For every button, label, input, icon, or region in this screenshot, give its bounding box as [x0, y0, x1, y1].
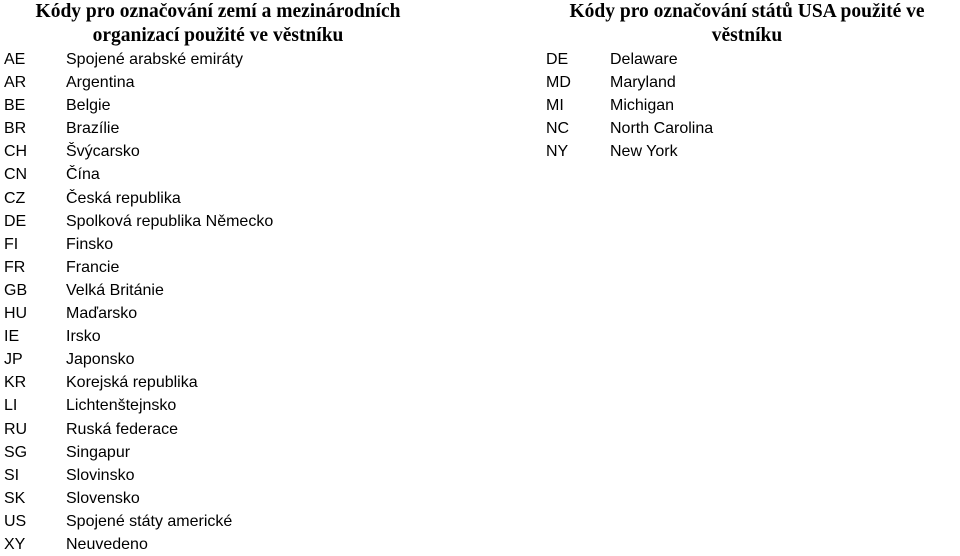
code-label: Belgie — [66, 97, 111, 115]
code-value: NC — [546, 120, 570, 138]
code-label: Spojené arabské emiráty — [66, 51, 243, 68]
code-row — [534, 140, 960, 163]
code-row — [0, 348, 436, 371]
code-label: Spojené státy americké — [66, 512, 233, 530]
code-value: CZ — [4, 189, 26, 207]
code-label: Argentina — [66, 74, 135, 92]
heading-line-1: Kódy pro označování zemí a mezinárodních — [35, 1, 401, 22]
heading-line-1: Kódy pro označování států USA použité ve — [569, 1, 925, 22]
us-state-codes-heading — [534, 0, 960, 48]
code-row — [0, 487, 436, 510]
country-codes-heading — [0, 0, 436, 48]
code-row — [0, 48, 436, 71]
code-label: Finsko — [66, 235, 114, 253]
code-row — [0, 394, 436, 417]
code-value: MI — [546, 97, 564, 115]
code-label: Korejská republika — [66, 374, 198, 392]
code-row — [534, 48, 960, 71]
code-label: Česká republika — [66, 189, 181, 207]
code-row — [0, 325, 436, 348]
code-label: Delaware — [610, 51, 678, 68]
code-label: Slovensko — [66, 489, 140, 507]
code-value: JP — [4, 351, 23, 369]
code-value: FI — [4, 235, 19, 253]
code-value: XY — [4, 535, 26, 553]
code-value: HU — [4, 305, 28, 323]
country-code-list — [0, 48, 436, 556]
heading-line-2: organizací použité ve věstníku — [92, 25, 344, 46]
code-row — [0, 441, 436, 464]
code-value: DE — [546, 51, 569, 68]
code-row — [534, 94, 960, 117]
code-row — [0, 117, 436, 140]
code-row — [0, 233, 436, 256]
code-value: AE — [4, 51, 26, 68]
code-row — [0, 279, 436, 302]
code-row — [534, 117, 960, 140]
code-label: Brazílie — [66, 120, 120, 138]
code-value: DE — [4, 212, 27, 230]
code-row — [0, 418, 436, 441]
us-state-codes-panel — [534, 0, 960, 163]
code-row — [0, 210, 436, 233]
heading-line-2: věstníku — [711, 25, 783, 46]
code-label: Ruská federace — [66, 420, 179, 438]
code-label: Čína — [66, 166, 100, 184]
code-row — [0, 256, 436, 279]
code-row — [0, 140, 436, 163]
code-value: SI — [4, 466, 20, 484]
code-value: LI — [4, 397, 18, 415]
code-row — [0, 371, 436, 394]
code-value: GB — [4, 281, 28, 299]
code-value: KR — [4, 374, 27, 392]
code-value: FR — [4, 258, 26, 276]
code-label: Michigan — [610, 97, 675, 115]
code-value: CH — [4, 143, 28, 161]
code-value: SG — [4, 443, 28, 461]
code-row — [0, 94, 436, 117]
code-label: Singapur — [66, 443, 131, 461]
us-state-code-list — [534, 48, 960, 163]
code-row — [0, 464, 436, 487]
code-value: US — [4, 512, 27, 530]
code-label: North Carolina — [610, 120, 714, 138]
code-value: CN — [4, 166, 28, 184]
code-label: Francie — [66, 258, 120, 276]
code-value: AR — [4, 74, 27, 92]
code-label: Maďarsko — [66, 305, 138, 323]
code-value: RU — [4, 420, 28, 438]
code-row — [0, 187, 436, 210]
code-label: Lichtenštejnsko — [66, 397, 177, 415]
code-value: IE — [4, 328, 20, 346]
code-row — [0, 163, 436, 186]
code-label: Japonsko — [66, 351, 135, 369]
code-value: BE — [4, 97, 26, 115]
code-row — [534, 71, 960, 94]
code-row — [0, 533, 436, 556]
code-label: Švýcarsko — [66, 143, 140, 161]
code-row — [0, 302, 436, 325]
code-value: MD — [546, 74, 571, 92]
code-value: BR — [4, 120, 27, 138]
code-row — [0, 510, 436, 533]
code-label: Maryland — [610, 74, 676, 92]
code-label: Velká Británie — [66, 281, 164, 299]
code-value: NY — [546, 143, 569, 161]
code-label: Neuvedeno — [66, 535, 148, 553]
country-codes-panel — [0, 0, 436, 556]
code-label: Slovinsko — [66, 466, 135, 484]
code-label: New York — [610, 143, 678, 161]
code-label: Spolková republika Německo — [66, 212, 274, 230]
code-row — [0, 71, 436, 94]
code-value: SK — [4, 489, 26, 507]
code-label: Irsko — [66, 328, 101, 346]
